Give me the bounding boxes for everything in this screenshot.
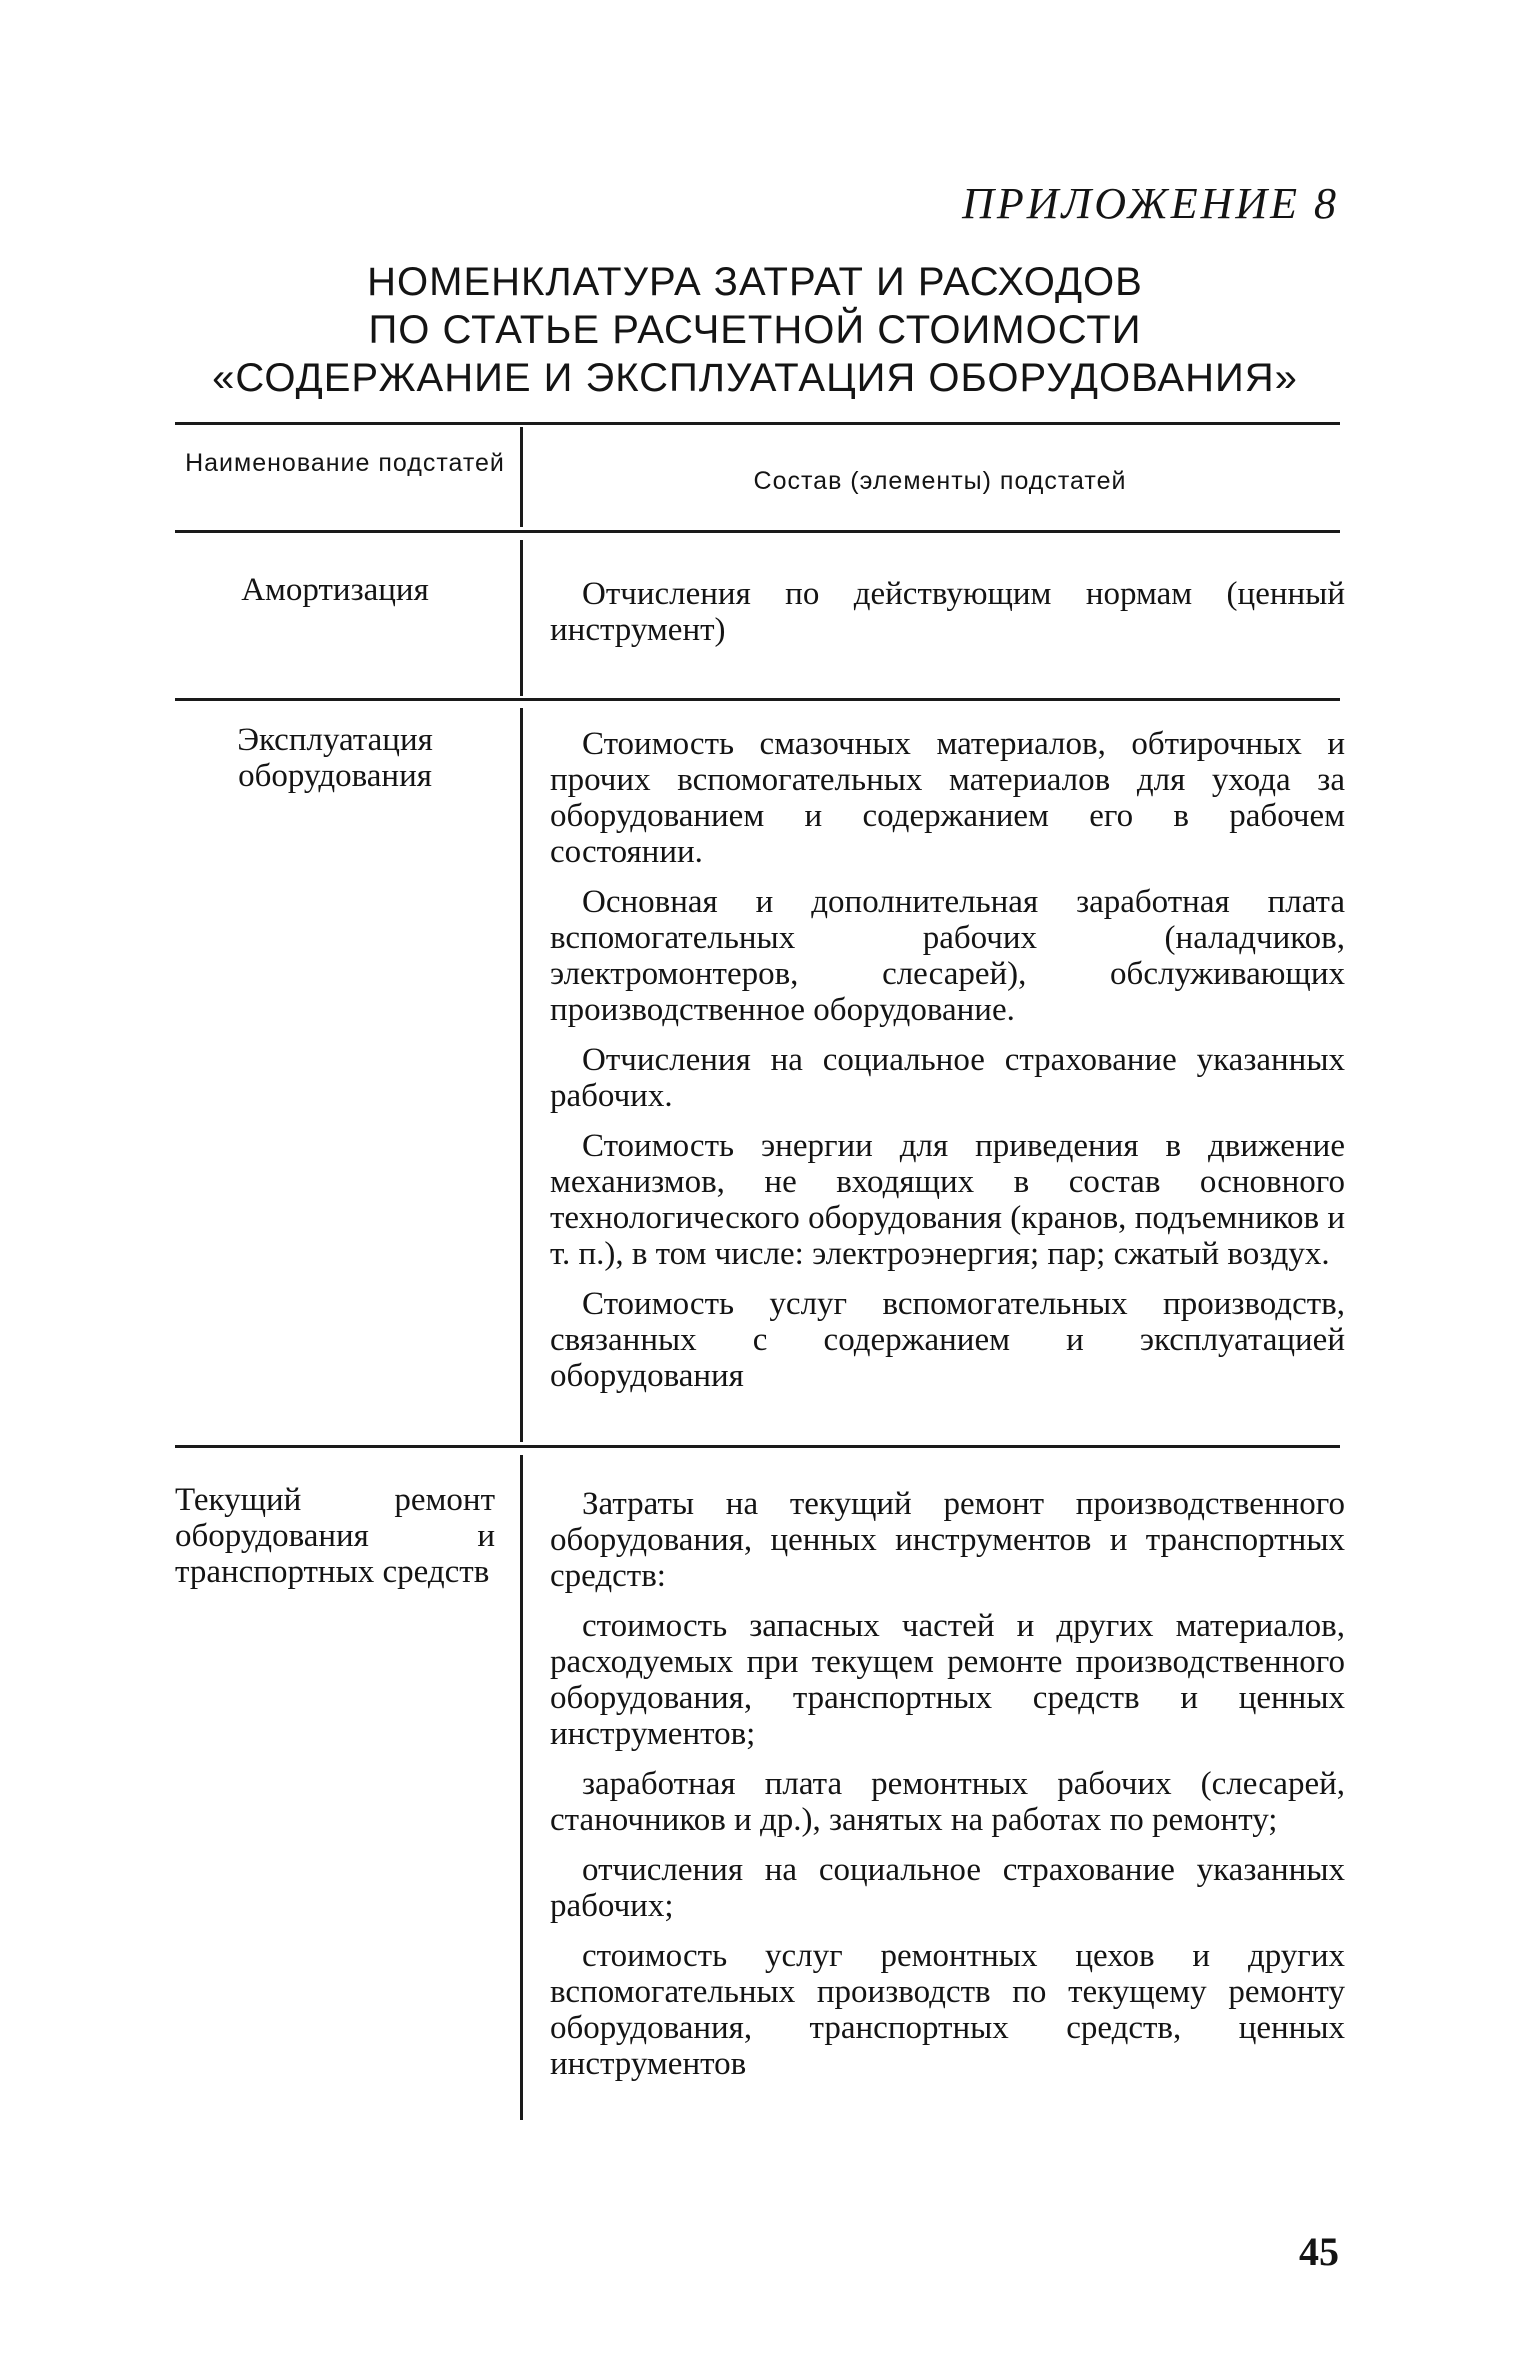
column-divider	[520, 1455, 523, 2120]
row-divider	[175, 698, 1340, 701]
column-header-name: Наименование подстатей	[185, 449, 505, 477]
column-divider	[520, 540, 523, 696]
row-composition-operation	[550, 726, 1345, 1408]
row-name-operation: Эксплуатация оборудования	[237, 722, 433, 794]
title-line: «СОДЕРЖАНИЕ И ЭКСПЛУАТАЦИЯ ОБОРУДОВАНИЯ»	[212, 356, 1298, 400]
composition-paragraph: Затраты на текущий ремонт производственного оборудования, ценных инструментов и транспортных средств:	[550, 1486, 1345, 1594]
composition-paragraph: стоимость запасных частей и других материалов, расходуемых при текущем ремонте производственного оборудования, транспортных средств и ценных инструментов;	[550, 1608, 1345, 1752]
composition-paragraph: стоимость услуг ремонтных цехов и других вспомогательных производств по текущему ремонту оборудования, транспортных средств, ценных инструментов	[550, 1938, 1345, 2082]
row-composition-amortization	[550, 576, 1345, 662]
header-bottom-rule	[175, 530, 1340, 533]
row-divider	[175, 1445, 1340, 1448]
composition-paragraph: Основная и дополнительная заработная плата вспомогательных рабочих (наладчиков, электромонтеров, слесарей), обслуживающих производственное оборудование.	[550, 884, 1345, 1028]
row-name-amortization: Амортизация	[241, 572, 429, 608]
document-title	[175, 258, 1335, 402]
composition-paragraph: Отчисления на социальное страхование указанных рабочих.	[550, 1042, 1345, 1114]
composition-paragraph: Стоимость услуг вспомогательных производств, связанных с содержанием и эксплуатацией оборудования	[550, 1286, 1345, 1394]
row-name-repair: Текущий ремонт оборудования и транспортных средств	[175, 1482, 495, 1590]
title-line: НОМЕНКЛАТУРА ЗАТРАТ И РАСХОДОВ	[367, 260, 1143, 304]
column-divider	[520, 427, 523, 527]
table-top-rule	[175, 422, 1340, 425]
composition-paragraph: заработная плата ремонтных рабочих (слесарей, станочников и др.), занятых на работах по ремонту;	[550, 1766, 1345, 1838]
column-header-composition: Состав (элементы) подстатей	[753, 467, 1127, 495]
appendix-label: ПРИЛОЖЕНИЕ 8	[962, 179, 1339, 228]
title-line: ПО СТАТЬЕ РАСЧЕТНОЙ СТОИМОСТИ	[368, 308, 1142, 352]
row-composition-repair	[550, 1486, 1345, 2096]
page-number: 45	[1299, 2229, 1339, 2274]
composition-paragraph: Стоимость энергии для приведения в движение механизмов, не входящих в состав основного технологического оборудования (кранов, подъемников и т. п.), в том числе: электроэнергия; пар; сжатый воздух.	[550, 1128, 1345, 1272]
composition-paragraph: Стоимость смазочных материалов, обтирочных и прочих вспомогательных материалов для ухода за оборудованием и содержанием его в рабочем состоянии.	[550, 726, 1345, 870]
composition-paragraph: Отчисления по действующим нормам (ценный инструмент)	[550, 576, 1345, 648]
column-divider	[520, 708, 523, 1442]
composition-paragraph: отчисления на социальное страхование указанных рабочих;	[550, 1852, 1345, 1924]
